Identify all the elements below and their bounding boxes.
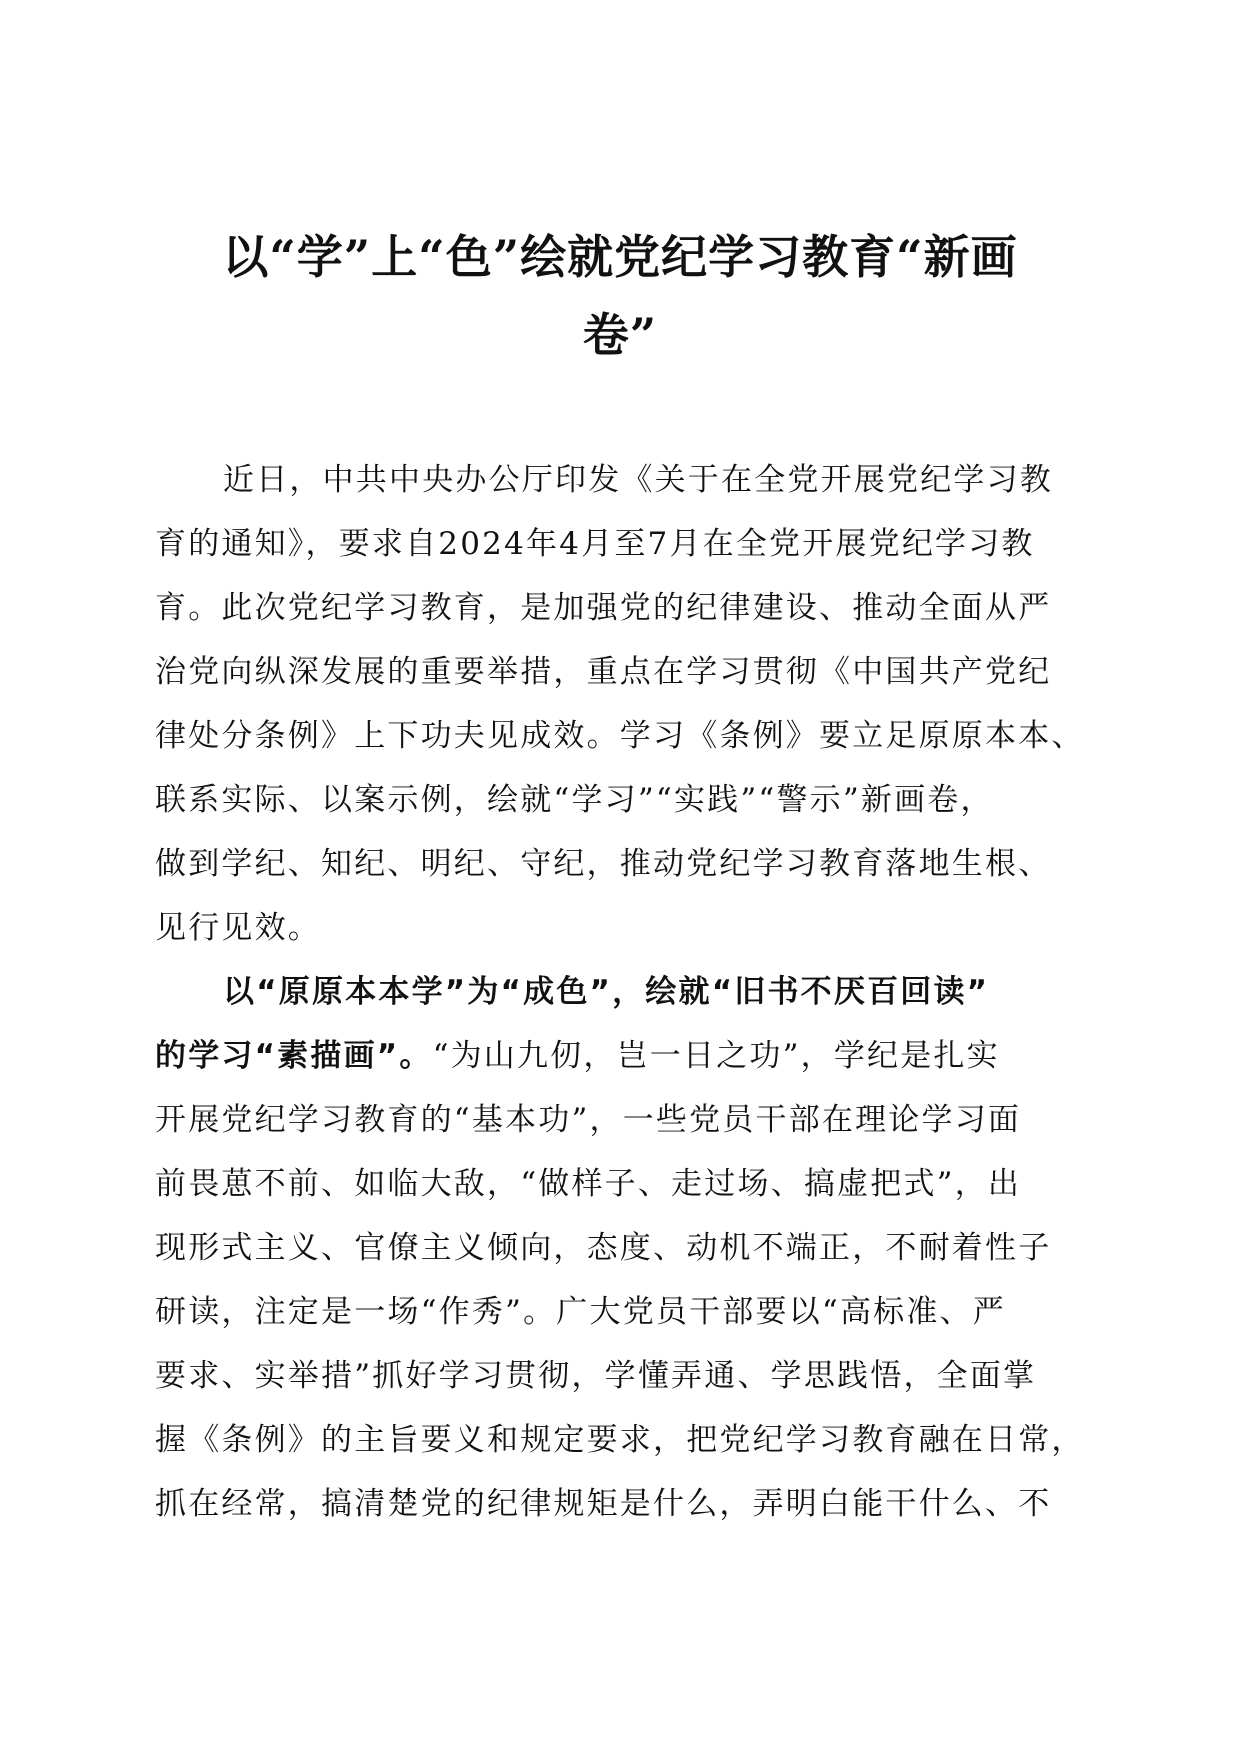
paragraph-line: 前畏葸不前、如临大敌，“做样子、走过场、搞虚把式”，出: [155, 1166, 1022, 1202]
paragraph-line: 要求、实举措”抓好学习贯彻，学懂弄通、学思践悟，全面掌: [155, 1358, 1037, 1394]
section-heading-continued: 的学习“素描画”。: [155, 1038, 433, 1074]
paragraph-line: 育。此次党纪学习教育，是加强党的纪律建设、推动全面从严: [155, 590, 1052, 626]
paragraph-line: 开展党纪学习教育的“基本功”，一些党员干部在理论学习面: [155, 1102, 1022, 1138]
paragraph-1: [155, 448, 1085, 960]
paragraph-line: 抓在经常，搞清楚党的纪律规矩是什么，弄明白能干什么、不: [155, 1486, 1052, 1522]
paragraph-2: [155, 960, 1085, 1536]
section-heading: 以“原原本本学”为“成色”，绘就“旧书不厌百回读”: [223, 974, 990, 1010]
paragraph-line: 治党向纵深发展的重要举措，重点在学习贯彻《中国共产党纪: [155, 654, 1052, 690]
paragraph-line: 联系实际、以案示例，绘就“学习”“实践”“警示”新画卷，: [155, 782, 994, 818]
paragraph-line: 育的通知》，要求自2024年4月至7月在全党开展党纪学习教: [155, 526, 1035, 562]
title-line-1: 以“学”上“色”绘就党纪学习教育“新画: [222, 230, 1018, 284]
paragraph-line: 握《条例》的主旨要义和规定要求，把党纪学习教育融在日常，: [155, 1422, 1085, 1458]
paragraph-line: [155, 1024, 1085, 1088]
paragraph-line: 研读，注定是一场“作秀”。广大党员干部要以“高标准、严: [155, 1294, 1006, 1330]
paragraph-line: 近日，中共中央办公厅印发《关于在全党开展党纪学习教: [223, 462, 1053, 498]
paragraph-line: 见行见效。: [155, 910, 321, 946]
paragraph-line: 现形式主义、官僚主义倾向，态度、动机不端正，不耐着性子: [155, 1230, 1052, 1266]
document-title: [150, 218, 1090, 374]
document-body: [155, 448, 1085, 1536]
title-line-2: 卷”: [582, 308, 658, 362]
paragraph-line-text: “为山九仞，岂一日之功”，学纪是扎实: [432, 1038, 1000, 1074]
paragraph-line: 律处分条例》上下功夫见成效。学习《条例》要立足原原本本、: [155, 718, 1085, 754]
paragraph-line: 做到学纪、知纪、明纪、守纪，推动党纪学习教育落地生根、: [155, 846, 1052, 882]
